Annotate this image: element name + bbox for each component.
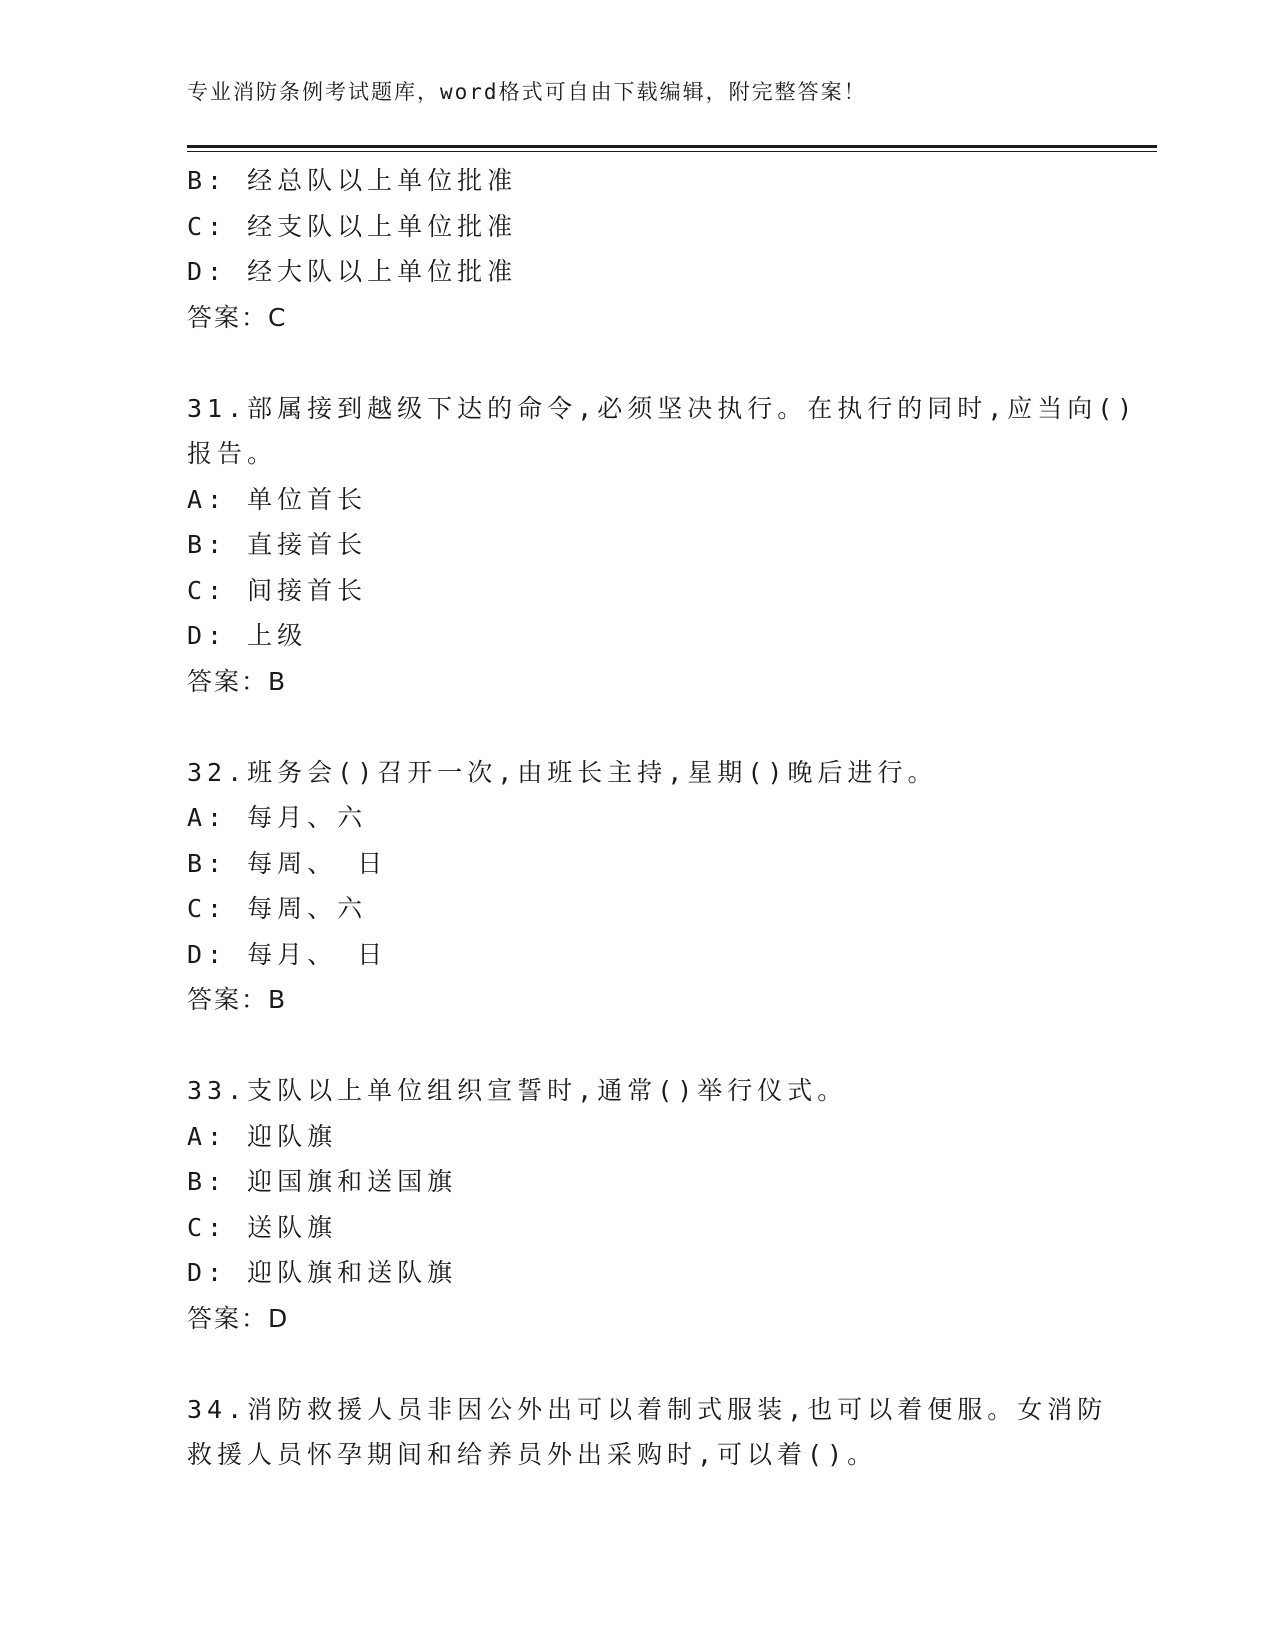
header-rule-thin [187, 151, 1157, 152]
question-34-text-cont: 救援人员怀孕期间和给养员外出采购时,可以着()。 [187, 1440, 878, 1469]
answer: 答案：D [187, 1303, 290, 1333]
option-a: A: 单位首长 [187, 484, 368, 514]
option-c: C: 送队旗 [187, 1212, 338, 1242]
question-33-text: 33.支队以上单位组织宣誓时,通常()举行仪式。 [187, 1076, 848, 1105]
header-rule-thick [187, 145, 1157, 148]
option-d: D: 经大队以上单位批准 [187, 257, 518, 286]
answer: 答案：C [187, 302, 288, 332]
option-a: A: 迎队旗 [187, 1121, 338, 1151]
answer: 答案：B [187, 985, 288, 1014]
option-d: D: 上级 [187, 621, 308, 650]
option-b: B: 每周、 日 [187, 848, 388, 878]
option-c: C: 每周、六 [187, 894, 368, 923]
question-list [187, 158, 1157, 1478]
option-c: C: 间接首长 [187, 575, 368, 605]
answer: 答案：B [187, 666, 288, 696]
option-d: D: 每月、 日 [187, 939, 388, 969]
question-31-text: 31.部属接到越级下达的命令,必须坚决执行。在执行的同时,应当向() [187, 393, 1138, 423]
option-b: B: 经总队以上单位批准 [187, 166, 518, 195]
option-d: D: 迎队旗和送队旗 [187, 1258, 458, 1287]
question-32-text: 32.班务会()召开一次,由班长主持,星期()晚后进行。 [187, 757, 938, 787]
question-31-text-cont: 报告。 [187, 439, 278, 468]
option-a: A: 每月、六 [187, 803, 368, 832]
question-34-text: 34.消防救援人员非因公外出可以着制式服装,也可以着便服。女消防 [187, 1394, 1108, 1424]
option-b: B: 迎国旗和送国旗 [187, 1167, 458, 1196]
option-b: B: 直接首长 [187, 530, 368, 559]
page-header: 专业消防条例考试题库，word格式可自由下载编辑，附完整答案！ [187, 80, 867, 104]
option-c: C: 经支队以上单位批准 [187, 211, 518, 241]
